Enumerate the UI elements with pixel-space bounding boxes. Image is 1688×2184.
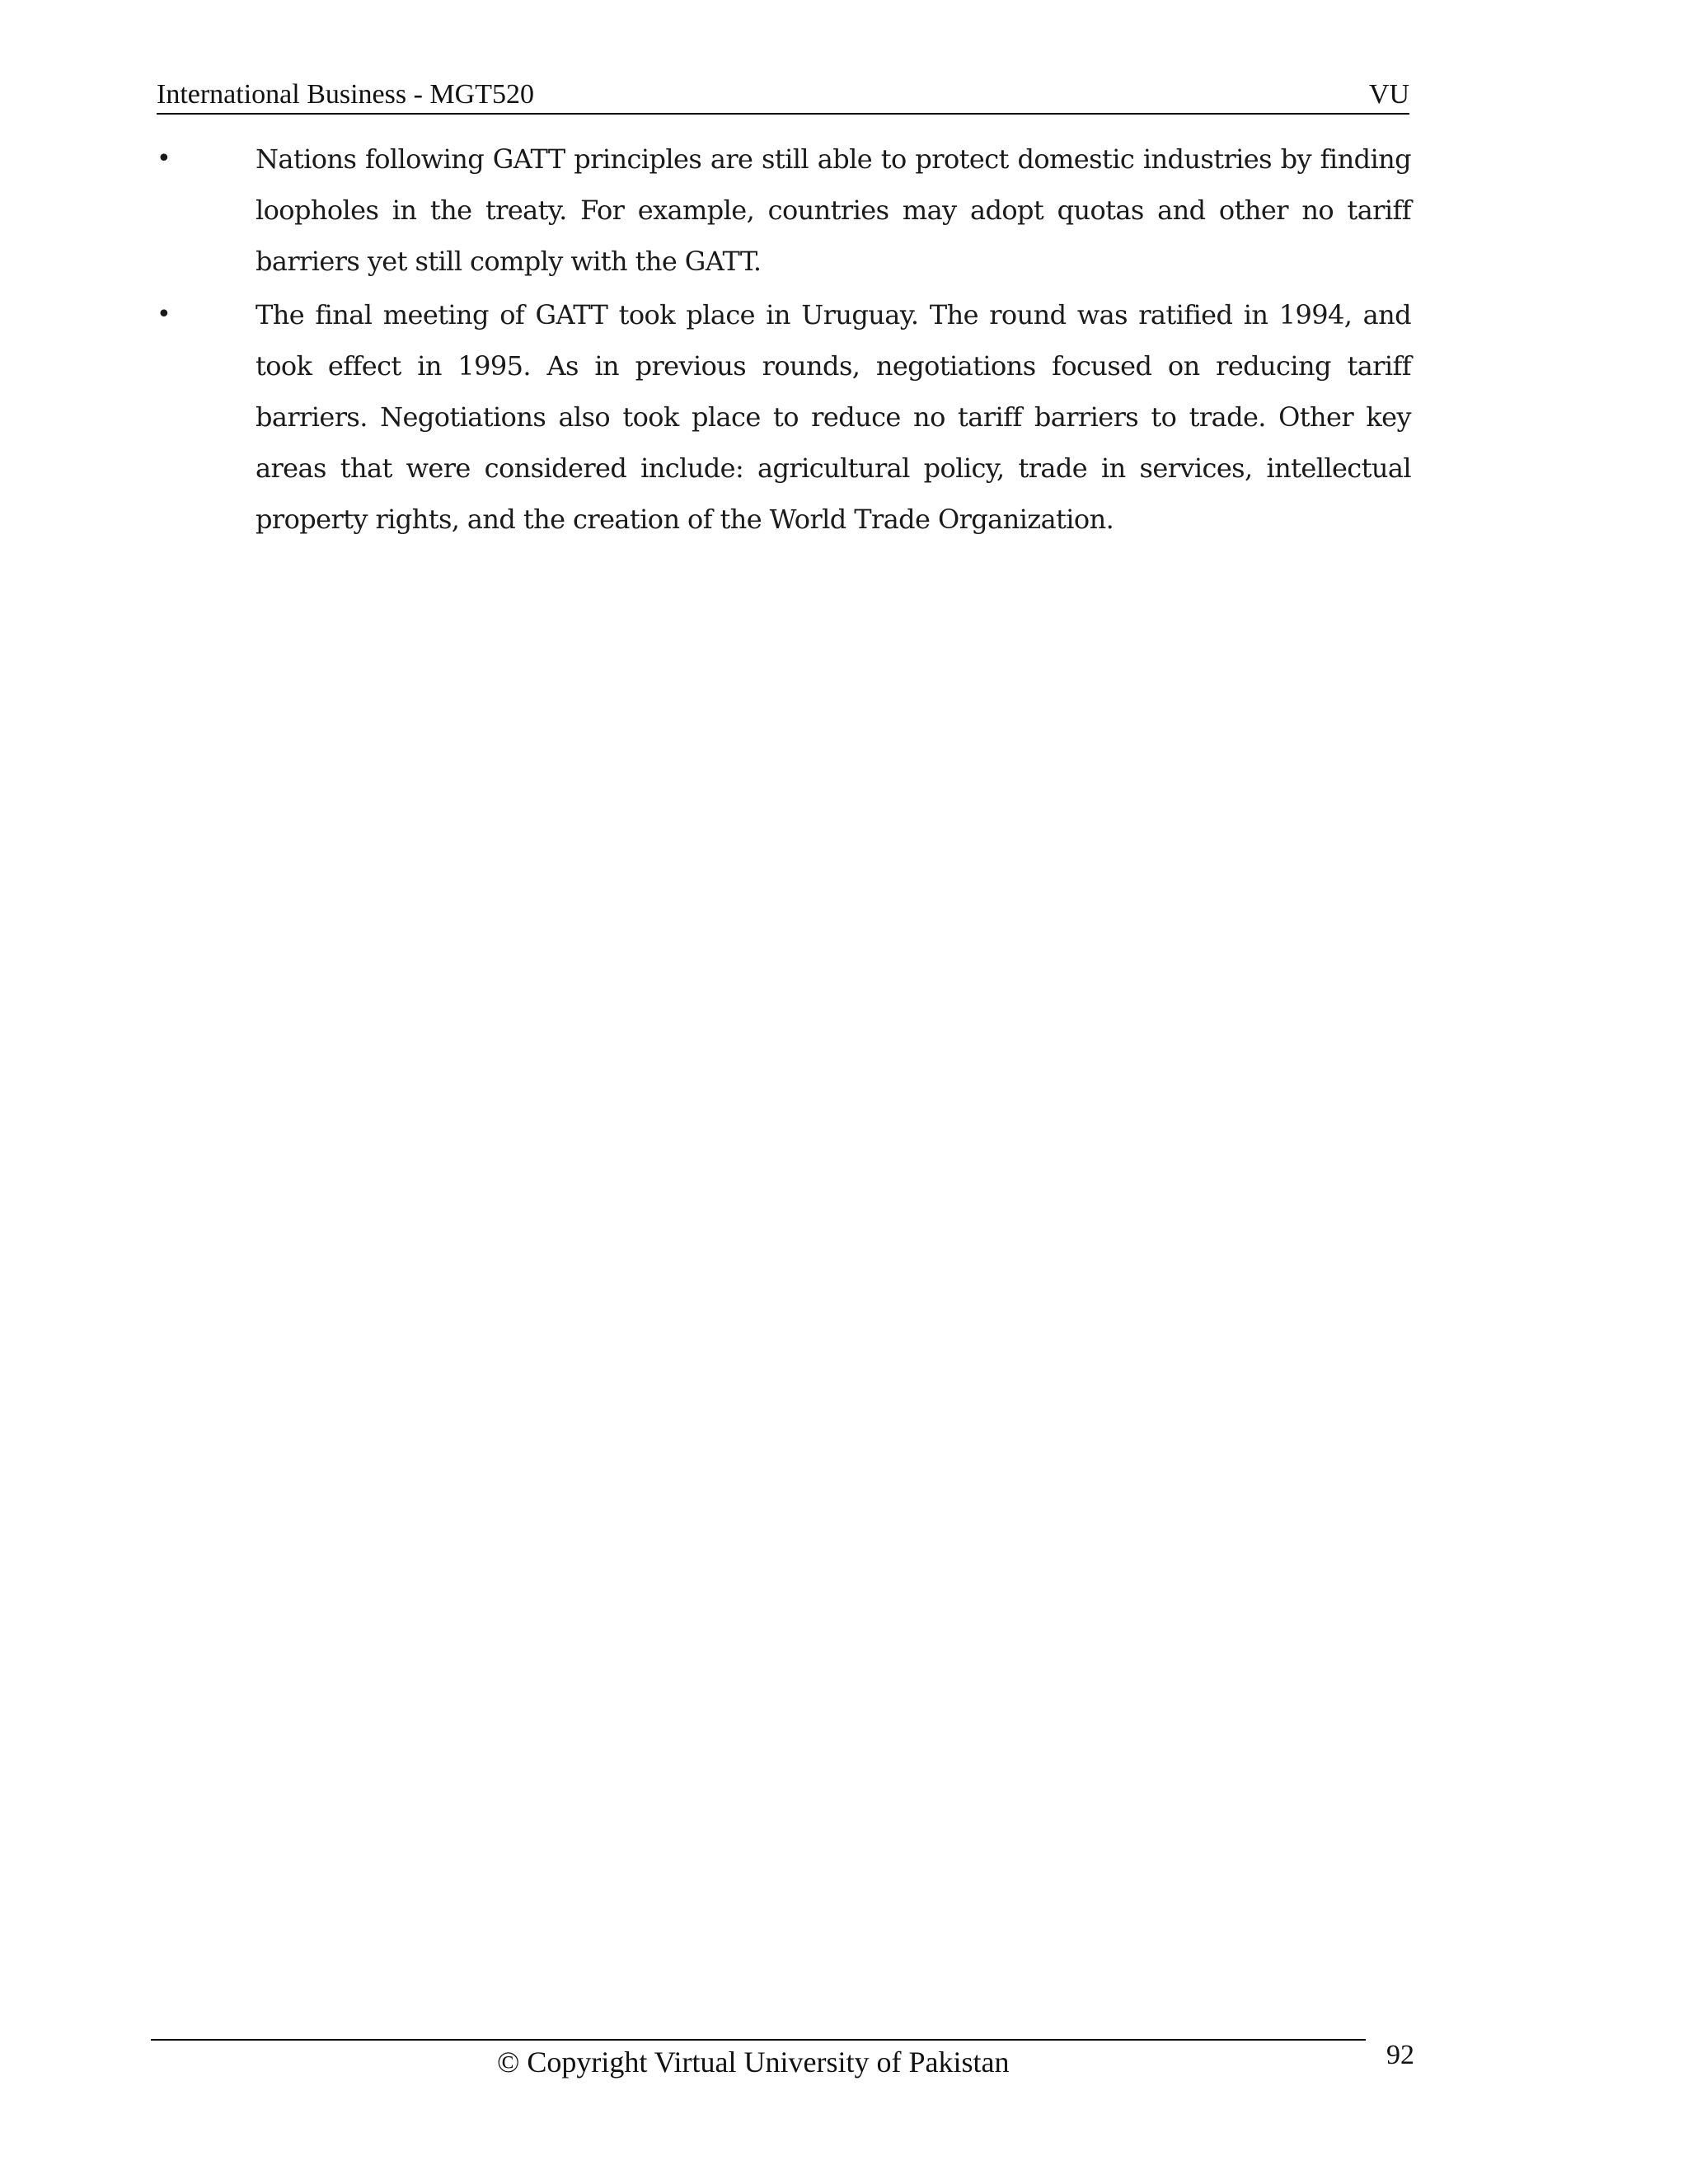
- page-number: 92: [1386, 2040, 1414, 2070]
- copyright-notice: © Copyright Virtual University of Pakistan: [497, 2046, 1010, 2079]
- footer-divider: [151, 2039, 1366, 2041]
- list-item: [157, 289, 1411, 545]
- bullet-icon: •: [157, 144, 171, 173]
- list-item-text: The final meeting of GATT took place in Uruguay. The round was ratified in 1994, and took effect in 1995. As in previous rounds, negotiations focused on reducing tariff barriers. Negotiations also took place to reduce no tariff barriers to trade. Other key areas that were considered include: agricultural policy, trade in services, intellectual property rights, and the creation of the World Trade Organization.: [256, 299, 1411, 535]
- course-title: International Business - MGT520: [157, 79, 534, 110]
- institution-abbreviation: VU: [1368, 79, 1409, 110]
- document-body: [157, 134, 1411, 547]
- list-item-text: Nations following GATT principles are still able to protect domestic industries by finding loopholes in the treaty. For example, countries may adopt quotas and other no tariff barriers yet still comply with the GATT.: [256, 143, 1411, 277]
- list-item: [157, 134, 1411, 287]
- bullet-icon: •: [157, 300, 171, 329]
- page-header: [157, 77, 1409, 115]
